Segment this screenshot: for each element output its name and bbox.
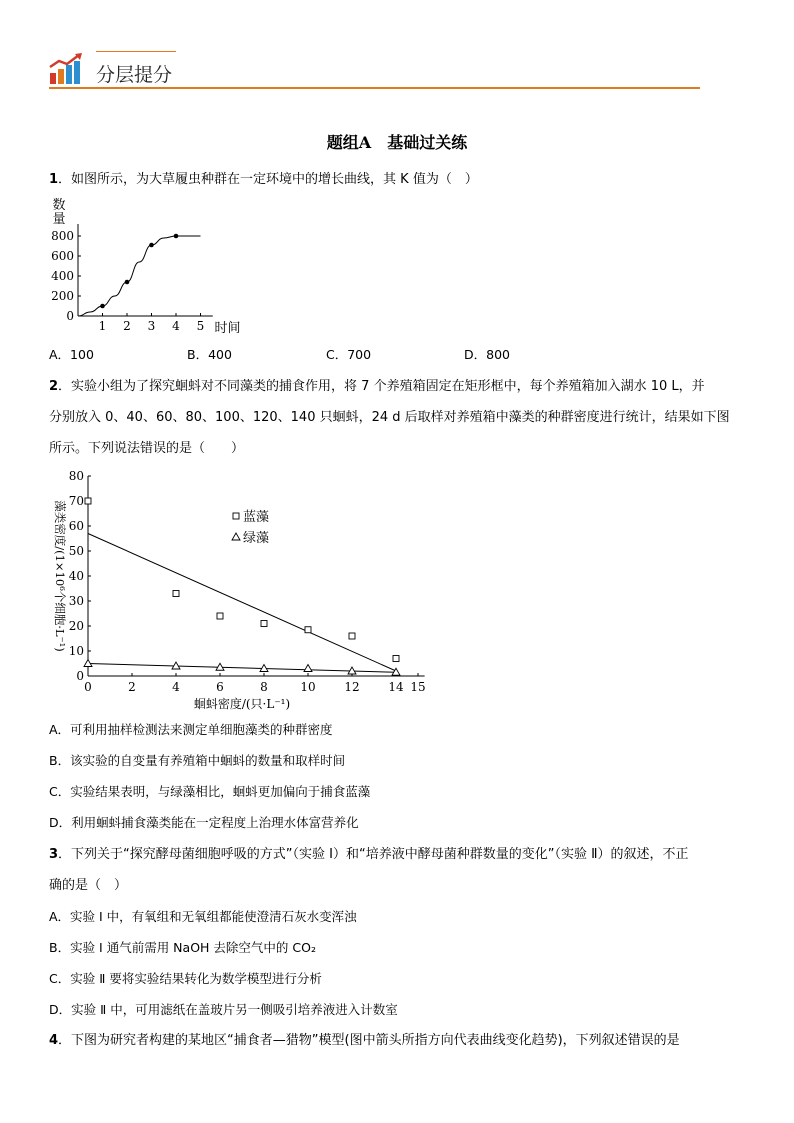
x-tick-label: 10 — [300, 680, 316, 694]
x-tick-label: 6 — [216, 680, 224, 694]
y-tick-label: 70 — [68, 494, 84, 508]
question-number: 2 — [49, 379, 59, 394]
point-green-algae — [304, 665, 312, 672]
q2-option-a[interactable]: A．可利用抽样检测法来测定单细胞藻类的种群密度 — [49, 722, 333, 737]
x-tick-label: 1 — [98, 319, 107, 333]
point-blue-algae — [261, 621, 267, 627]
q1-option-c[interactable]: C．700 — [326, 347, 372, 362]
x-tick-label: 5 — [196, 319, 205, 333]
x-tick-label: 4 — [172, 319, 180, 333]
x-tick-label: 0 — [84, 680, 92, 694]
y-axis-label: 量 — [52, 212, 66, 227]
y-tick-label: 80 — [68, 469, 84, 483]
q2-option-c[interactable]: C．实验结果表明，与绿藻相比，蛔蚪更加偏向于捕食蓝藻 — [49, 784, 371, 799]
data-point — [174, 234, 179, 239]
logo-icon — [49, 53, 85, 85]
legend-marker — [233, 513, 239, 519]
x-tick-label: 15 — [410, 680, 426, 694]
q3-stem-line-2: 确的是（ ） — [49, 878, 128, 893]
y-tick-label: 600 — [51, 249, 74, 263]
x-tick-label: 2 — [123, 319, 131, 333]
q3-option-c[interactable]: C．实验 Ⅱ 要将实验结果转化为数学模型进行分析 — [49, 971, 322, 986]
x-tick-label: 4 — [172, 680, 180, 694]
legend-label: 绿藻 — [243, 531, 270, 546]
point-green-algae — [84, 660, 92, 667]
y-tick-label: 400 — [51, 269, 74, 283]
question-2-stem — [49, 377, 749, 459]
x-tick-label: 14 — [388, 680, 404, 694]
question-1-stem: 1．如图所示，为大草履虫种群在一定环境中的增长曲线，其 K 值为（ ） — [49, 172, 478, 187]
q3-option-d[interactable]: D．实验 Ⅱ 中，可用滤纸在盖玻片另一侧吸引培养液进入计数室 — [49, 1002, 398, 1017]
q2-stem-line-1: 2．实验小组为了探究蛔蚪对不同藻类的捕食作用，将 7 个养殖箱固定在矩形框中，每个养殖箱加入湖水 10 L，并 — [49, 379, 705, 394]
x-axis-label: 时间 — [214, 321, 241, 336]
y-tick-label: 60 — [68, 519, 84, 533]
header-rule — [49, 87, 700, 89]
question-3-stem — [49, 845, 749, 896]
header-accent-line — [96, 51, 176, 52]
q1-option-b[interactable]: B．400 — [187, 347, 232, 362]
header-title: 分层提分 — [96, 64, 173, 86]
point-blue-algae — [217, 613, 223, 619]
question-4-stem: 4．下图为研究者构建的某地区“捕食者—猎物”模型(图中箭头所指方向代表曲线变化趋势)，下列叙述错误的是 — [49, 1033, 680, 1048]
q2-option-d[interactable]: D．利用蛔蚪捕食藻类能在一定程度上治理水体富营养化 — [49, 815, 359, 830]
data-point — [125, 280, 130, 285]
y-tick-label: 0 — [76, 669, 84, 683]
q2-option-b[interactable]: B．该实验的自变量有养殖箱中蛔蚪的数量和取样时间 — [49, 753, 346, 768]
y-tick-label: 40 — [68, 569, 84, 583]
algae-density-chart — [44, 462, 444, 714]
legend-label: 蓝藻 — [243, 510, 270, 525]
y-tick-label: 800 — [51, 229, 74, 243]
growth-curve — [78, 236, 201, 316]
growth-curve-chart — [49, 195, 249, 340]
x-tick-label: 12 — [344, 680, 360, 694]
point-blue-algae — [173, 591, 179, 597]
point-blue-algae — [305, 627, 311, 633]
y-tick-label: 10 — [68, 644, 84, 658]
point-blue-algae — [349, 633, 355, 639]
q1-option-d[interactable]: D．800 — [464, 347, 510, 362]
y-tick-label: 200 — [51, 289, 74, 303]
point-blue-algae — [393, 656, 399, 662]
x-axis-label: 蛔蚪密度/(只·L⁻¹) — [193, 697, 291, 711]
q3-option-a[interactable]: A．实验 I 中，有氧组和无氧组都能使澄清石灰水变浑浊 — [49, 909, 357, 924]
y-tick-label: 0 — [66, 309, 74, 323]
q2-stem-line-3: 所示。下列说法错误的是（ ） — [49, 441, 245, 456]
x-tick-label: 2 — [128, 680, 136, 694]
data-point — [149, 243, 154, 248]
legend-marker — [232, 533, 240, 540]
point-blue-algae — [85, 498, 91, 504]
question-number: 4 — [49, 1033, 59, 1048]
q2-stem-line-2: 分别放入 0、40、60、80、100、120、140 只蛔蚪，24 d 后取样对养殖箱中藻类的种群密度进行统计，结果如下图 — [49, 410, 730, 425]
y-tick-label: 50 — [68, 544, 84, 558]
question-number: 3 — [49, 847, 59, 862]
x-tick-label: 8 — [260, 680, 268, 694]
q3-option-b[interactable]: B．实验 I 通气前需用 NaOH 去除空气中的 CO₂ — [49, 940, 316, 955]
y-tick-label: 30 — [68, 594, 84, 608]
data-point — [100, 304, 105, 309]
y-axis-label: 数 — [52, 198, 66, 213]
x-tick-label: 3 — [147, 319, 156, 333]
y-tick-label: 20 — [68, 619, 84, 633]
question-number: 1 — [49, 172, 59, 187]
y-axis-label: 藻类密度/(1×10⁶个细胞·L⁻¹) — [53, 500, 67, 652]
q3-stem-line-1: 3．下列关于“探究酵母菌细胞呼吸的方式”（实验 I）和“培养液中酵母菌种群数量的变化”（实验 Ⅱ）的叙述，不正 — [49, 847, 689, 862]
trend-line-blue-algae — [88, 534, 396, 672]
q1-option-a[interactable]: A．100 — [49, 347, 94, 362]
section-title: 题组A 基础过关练 — [326, 133, 468, 152]
